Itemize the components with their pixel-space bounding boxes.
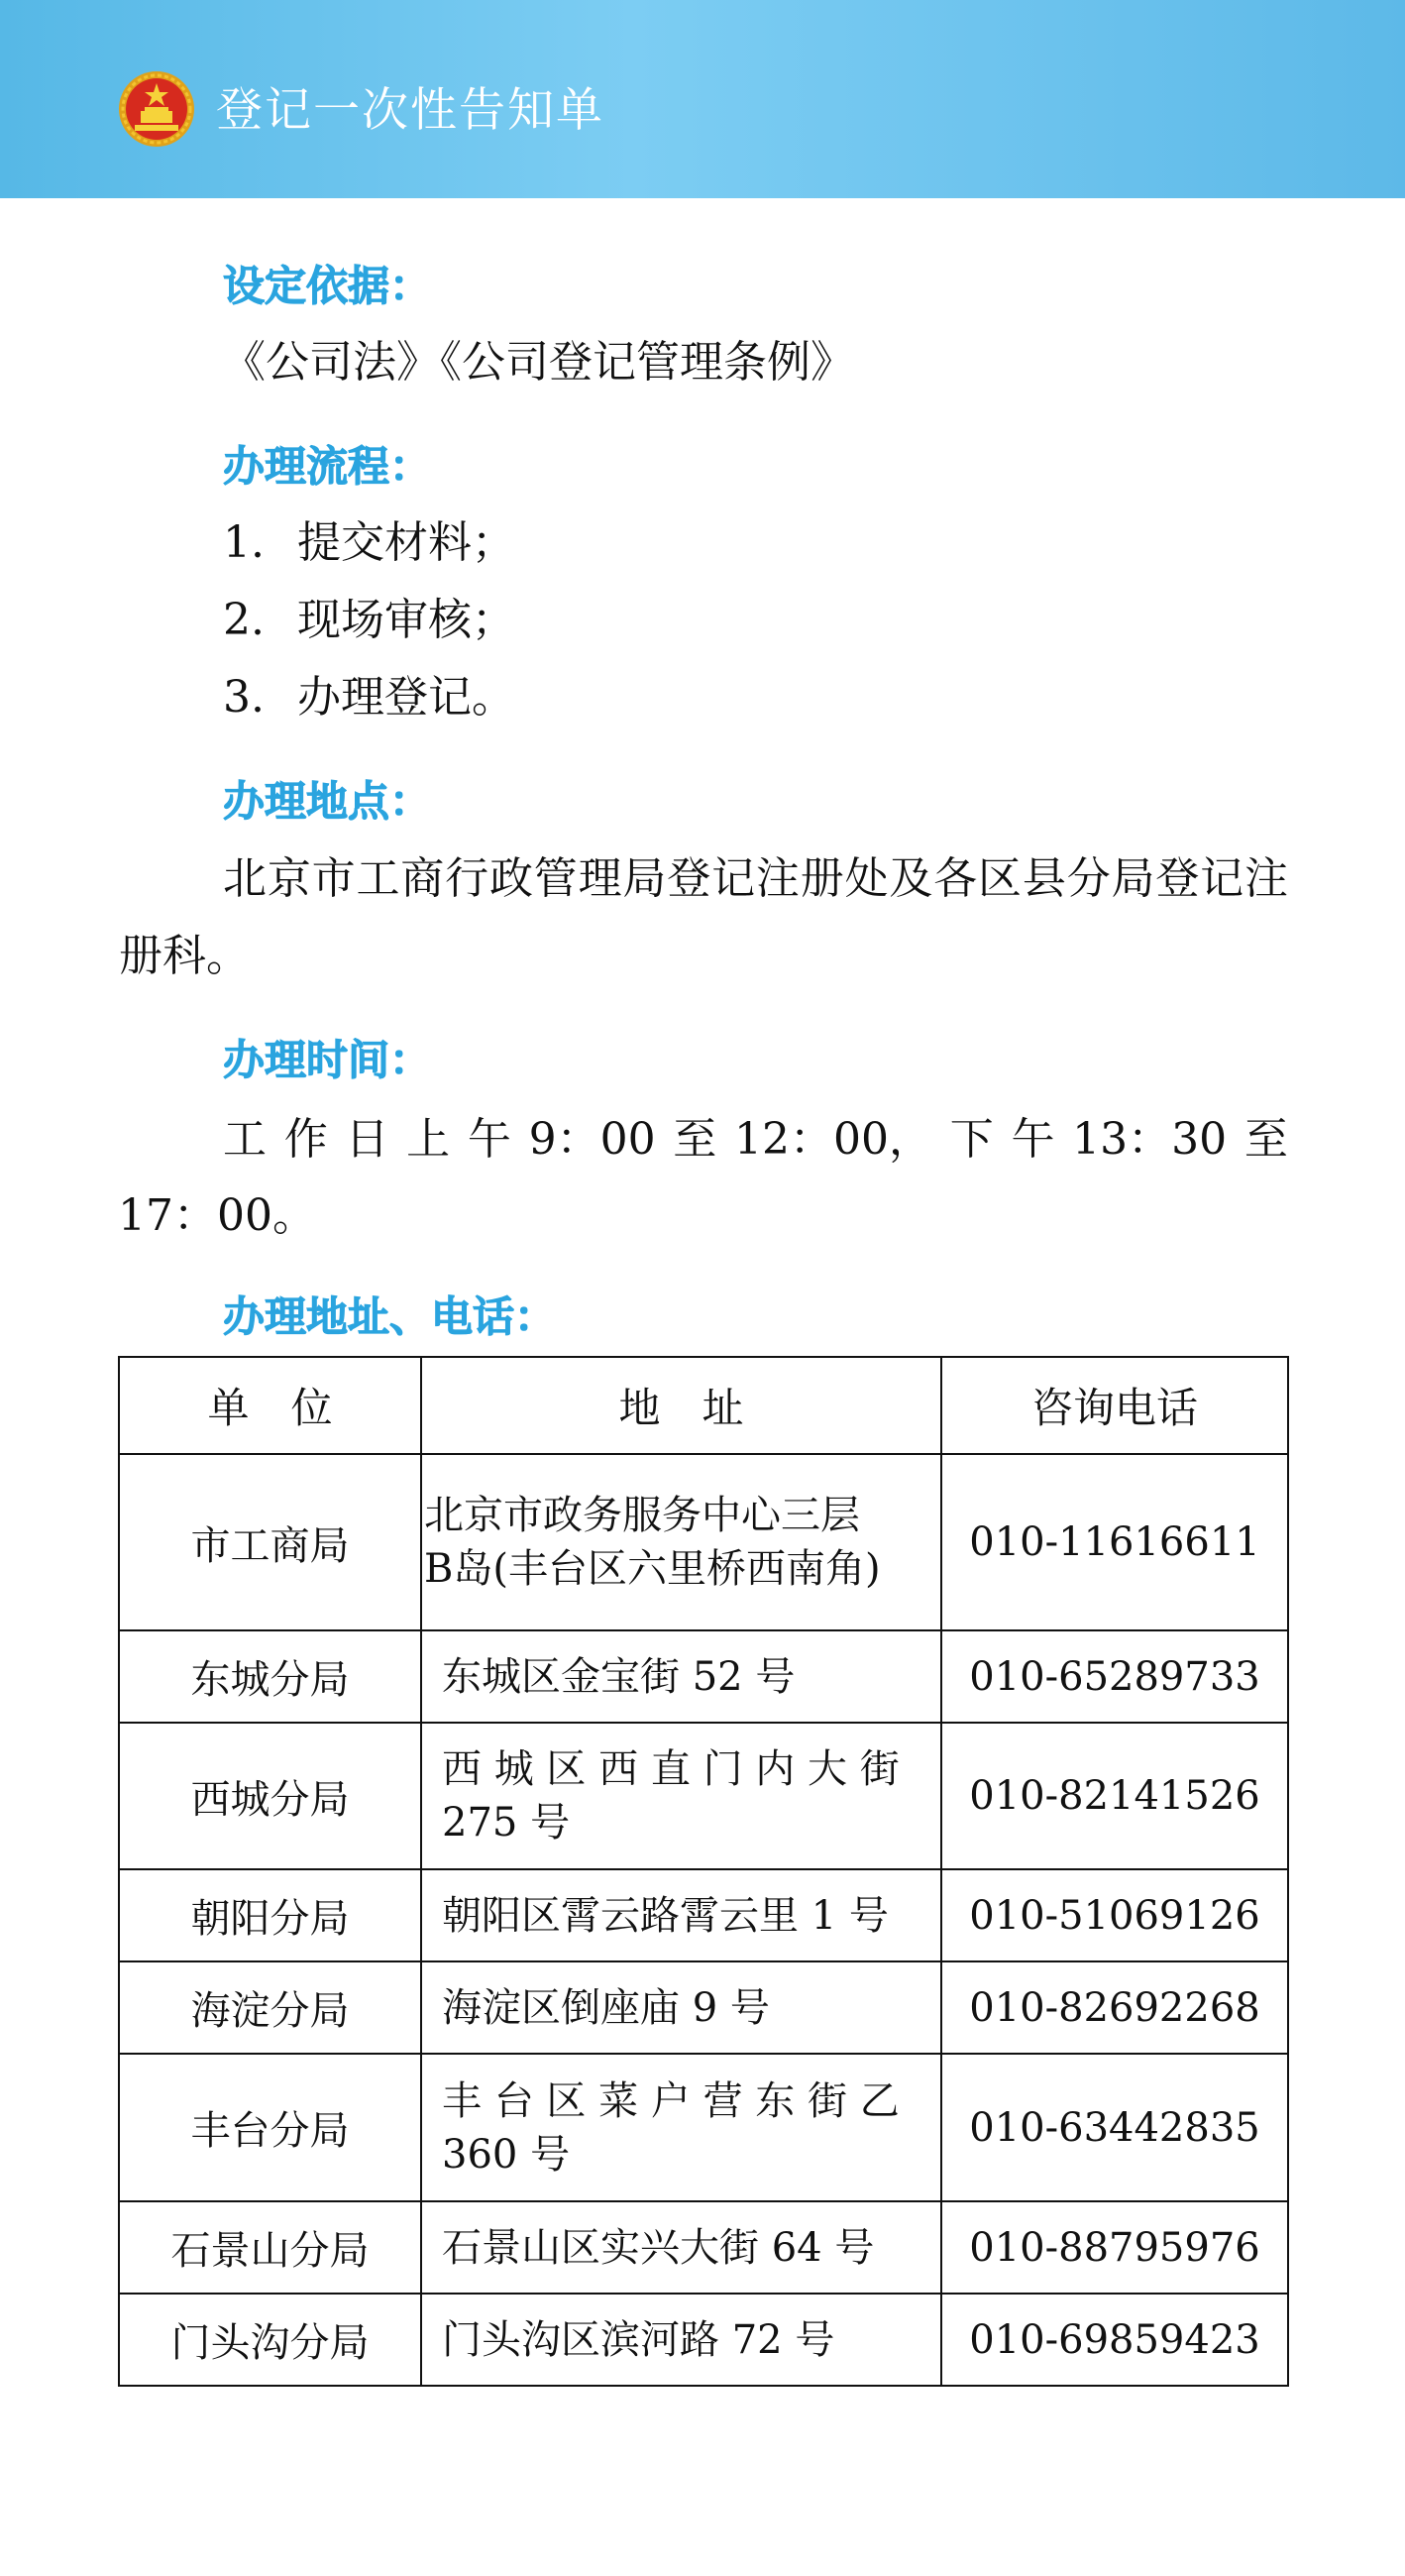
table-row xyxy=(119,1723,1288,1869)
header-banner xyxy=(0,0,1405,198)
address-cell: 门头沟区滨河路 72 号 xyxy=(421,2294,941,2386)
phone-cell: 010-82141526 xyxy=(941,1723,1288,1869)
process-step: 2. 现场审核； xyxy=(223,595,515,645)
phone-cell: 010-63442835 xyxy=(941,2054,1288,2201)
table-header-row xyxy=(119,1357,1288,1454)
table-row xyxy=(119,1630,1288,1723)
unit-cell: 门头沟分局 xyxy=(119,2294,421,2386)
section-heading-location: 办理地点： xyxy=(223,777,432,826)
time-text-line1: 工 作 日 上 午 9：00 至 12：00， 下 午 13：30 至 xyxy=(223,1114,1288,1165)
table-row xyxy=(119,1961,1288,2054)
unit-cell: 石景山分局 xyxy=(119,2201,421,2294)
table-row xyxy=(119,2294,1288,2386)
unit-cell: 西城分局 xyxy=(119,1723,421,1869)
phone-cell: 010-69859423 xyxy=(941,2294,1288,2386)
location-text: 北京市工商行政管理局登记注册处及各区县分局登记注册科。 xyxy=(119,853,1288,981)
phone-cell: 010-51069126 xyxy=(941,1869,1288,1961)
phone-cell: 010-82692268 xyxy=(941,1961,1288,2054)
time-text-line2: 17：00。 xyxy=(118,1190,316,1241)
unit-cell: 市工商局 xyxy=(119,1454,421,1630)
address-cell: 石景山区实兴大街 64 号 xyxy=(421,2201,941,2294)
unit-cell: 海淀分局 xyxy=(119,1961,421,2054)
basis-text: 《公司法》《公司登记管理条例》 xyxy=(222,337,854,388)
process-step: 1. 提交材料； xyxy=(223,517,515,568)
phone-cell: 010-11616611 xyxy=(941,1454,1288,1630)
unit-cell: 丰台分局 xyxy=(119,2054,421,2201)
table-row xyxy=(119,2054,1288,2201)
column-header-address: 地 址 xyxy=(421,1357,941,1454)
section-heading-process: 办理流程： xyxy=(223,442,432,491)
address-cell: 北京市政务服务中心三层 B岛(丰台区六里桥西南角) xyxy=(421,1454,941,1630)
address-cell: 丰 台 区 菜 户 营 东 街 乙 360 号 xyxy=(421,2054,941,2201)
unit-cell: 朝阳分局 xyxy=(119,1869,421,1961)
contacts-table xyxy=(118,1356,1289,2387)
column-header-phone: 咨询电话 xyxy=(941,1357,1288,1454)
table-row xyxy=(119,1454,1288,1630)
phone-cell: 010-88795976 xyxy=(941,2201,1288,2294)
national-emblem-icon xyxy=(117,69,196,149)
table-row xyxy=(119,2201,1288,2294)
phone-cell: 010-65289733 xyxy=(941,1630,1288,1723)
address-cell: 西 城 区 西 直 门 内 大 街 275 号 xyxy=(421,1723,941,1869)
section-heading-contacts: 办理地址、电话： xyxy=(223,1292,557,1341)
page-title: 登记一次性告知单 xyxy=(216,83,604,138)
process-step: 3. 办理登记。 xyxy=(223,672,515,723)
address-cell: 海淀区倒座庙 9 号 xyxy=(421,1961,941,2054)
section-heading-time: 办理时间： xyxy=(223,1036,432,1084)
address-cell: 朝阳区霄云路霄云里 1 号 xyxy=(421,1869,941,1961)
table-row xyxy=(119,1869,1288,1961)
column-header-unit: 单 位 xyxy=(119,1357,421,1454)
section-heading-basis: 设定依据： xyxy=(223,262,432,310)
unit-cell: 东城分局 xyxy=(119,1630,421,1723)
address-cell: 东城区金宝街 52 号 xyxy=(421,1630,941,1723)
